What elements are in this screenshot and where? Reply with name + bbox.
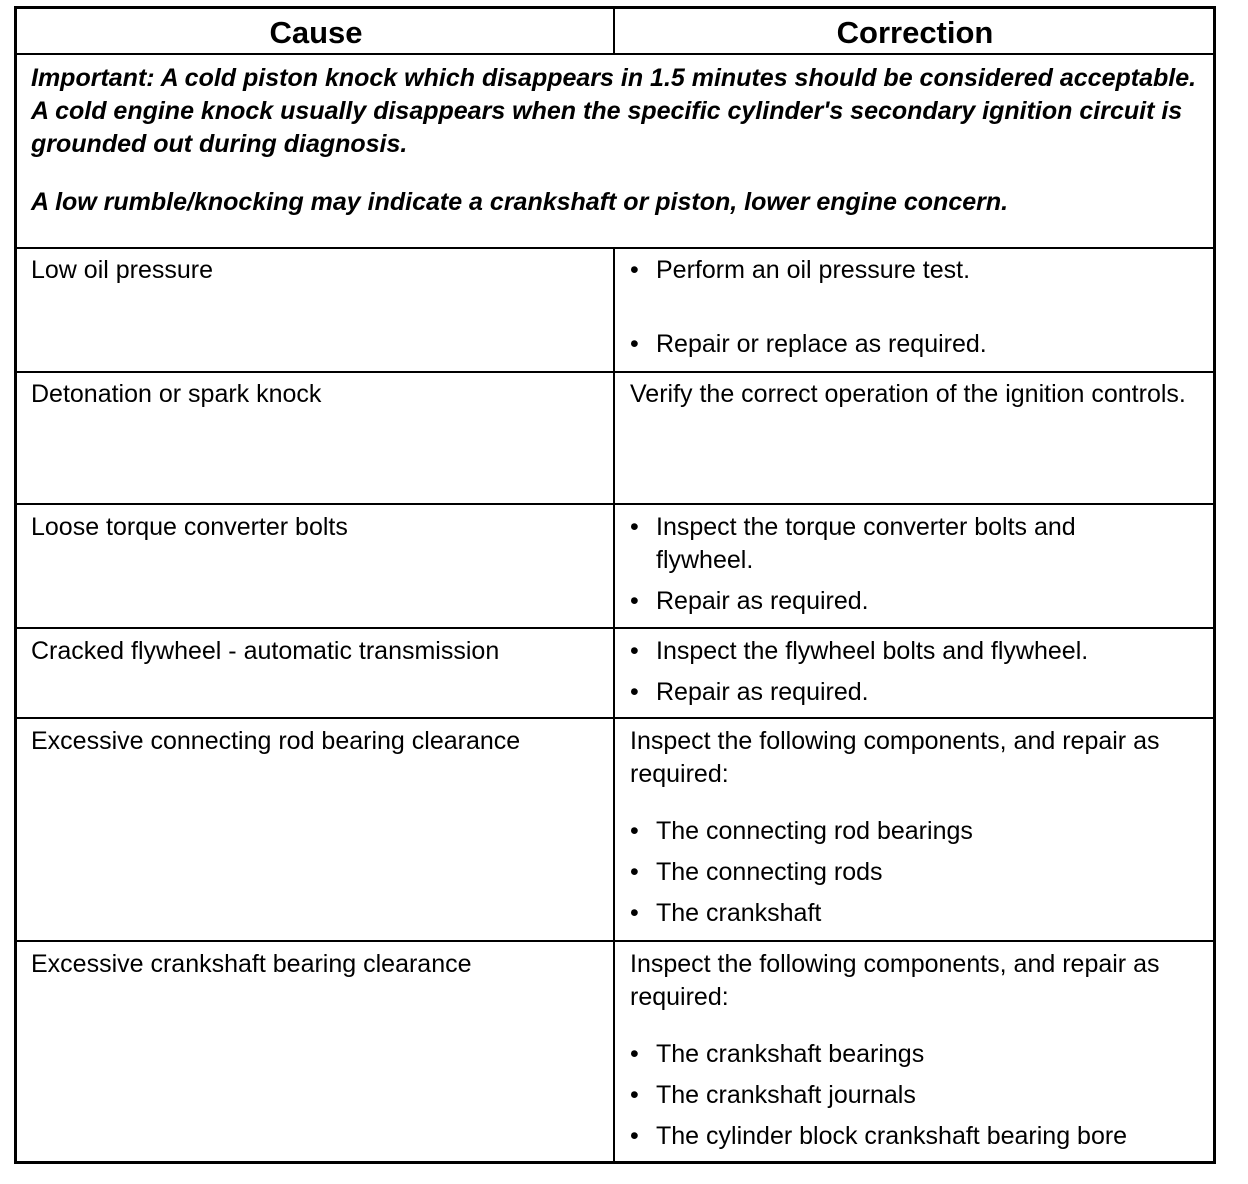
cause-cell: Excessive crankshaft bearing clearance — [31, 950, 472, 978]
correction-cell — [630, 635, 1205, 709]
list-item-text: Perform an oil pressure test. — [656, 256, 971, 284]
row-divider — [17, 717, 1213, 719]
bullet-icon: • — [630, 513, 639, 541]
bullet-icon: • — [630, 899, 639, 927]
cause-cell: Cracked flywheel - automatic transmission — [31, 637, 500, 665]
row-divider — [17, 627, 1213, 629]
correction-intro: Inspect the following components, and repair as required: — [630, 950, 1160, 1011]
correction-cell — [630, 511, 1160, 618]
correction-cell: Verify the correct operation of the ignition controls. — [630, 380, 1186, 408]
header-divider — [17, 53, 1213, 55]
cause-correction-table — [14, 6, 1216, 1164]
correction-cell — [630, 725, 1205, 930]
list-item-text: Repair as required. — [656, 587, 869, 615]
correction-cell — [630, 948, 1205, 1153]
list-item-text: The crankshaft — [656, 899, 822, 927]
note-divider — [17, 247, 1213, 249]
bullet-icon: • — [630, 256, 639, 284]
list-item-text: The connecting rods — [656, 858, 883, 886]
list-item — [630, 676, 1205, 709]
list-item — [630, 815, 1205, 848]
bullet-icon: • — [630, 1081, 639, 1109]
list-item — [630, 511, 1160, 577]
list-item-text: Repair as required. — [656, 678, 869, 706]
list-item — [630, 635, 1205, 668]
list-item — [630, 585, 1160, 618]
header-correction: Correction — [836, 15, 994, 50]
list-item — [630, 897, 1205, 930]
bullet-icon: • — [630, 1040, 639, 1068]
list-item-text: The crankshaft bearings — [656, 1040, 925, 1068]
list-item — [630, 1038, 1205, 1071]
list-item — [630, 328, 1205, 361]
bullet-icon: • — [630, 817, 639, 845]
column-divider — [613, 9, 615, 55]
bullet-icon: • — [630, 858, 639, 886]
cause-cell: Detonation or spark knock — [31, 380, 322, 408]
cause-cell: Excessive connecting rod bearing clearance — [31, 727, 521, 755]
row-divider — [17, 503, 1213, 505]
row-divider — [17, 940, 1213, 942]
list-item — [630, 1120, 1205, 1153]
list-item — [630, 1079, 1205, 1112]
important-note-text: Important: A cold piston knock which disappears in 1.5 minutes should be considered acceptable. A cold engine knock usually disappears when the specific cylinder's secondary ignition circuit is grounded out during diagnosis. — [31, 64, 1197, 158]
bullet-icon: • — [630, 637, 639, 665]
list-item-text: Inspect the torque converter bolts and flywheel. — [656, 513, 1076, 574]
column-divider — [613, 247, 615, 1161]
bullet-icon: • — [630, 678, 639, 706]
important-note — [31, 62, 1201, 219]
list-item-text: The cylinder block crankshaft bearing bore — [656, 1122, 1128, 1150]
bullet-icon: • — [630, 587, 639, 615]
list-item — [630, 856, 1205, 889]
rumble-note-text: A low rumble/knocking may indicate a crankshaft or piston, lower engine concern. — [31, 188, 1009, 216]
list-item-text: The crankshaft journals — [656, 1081, 916, 1109]
cause-cell: Low oil pressure — [31, 256, 214, 284]
list-item-text: The connecting rod bearings — [656, 817, 973, 845]
correction-intro: Inspect the following components, and repair as required: — [630, 727, 1160, 788]
correction-cell — [630, 254, 1205, 361]
list-item-text: Repair or replace as required. — [656, 330, 987, 358]
list-item-text: Inspect the flywheel bolts and flywheel. — [656, 637, 1089, 665]
bullet-icon: • — [630, 1122, 639, 1150]
cause-cell: Loose torque converter bolts — [31, 513, 348, 541]
bullet-icon: • — [630, 330, 639, 358]
list-item — [630, 254, 1205, 287]
row-divider — [17, 371, 1213, 373]
header-cause: Cause — [269, 15, 363, 50]
